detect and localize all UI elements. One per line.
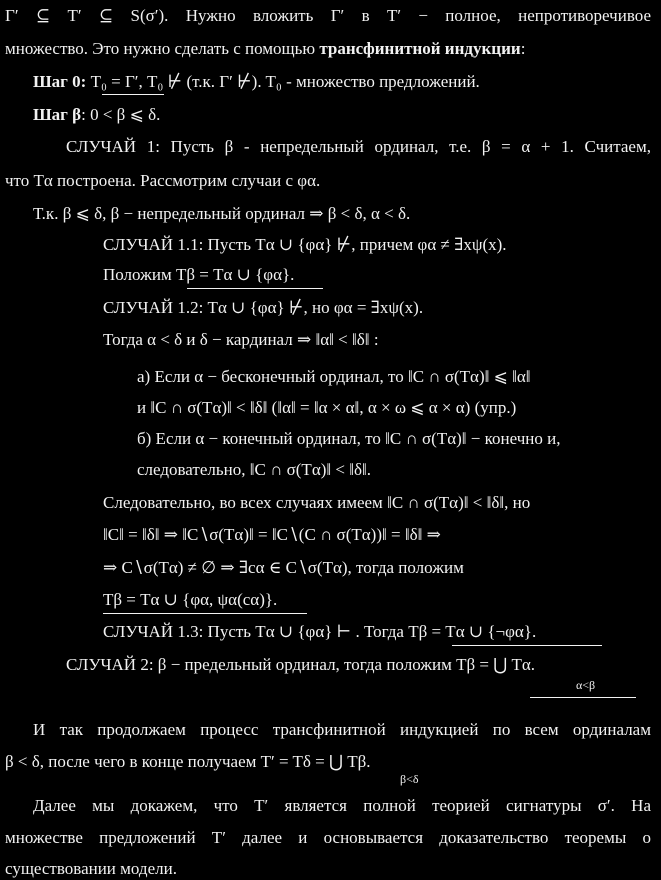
- case-1-1-definition: Tβ = Tα ∪ {φα}: [175, 265, 291, 284]
- case-a-line: а) Если α − бесконечный ординал, то ‖C ∩ σ(Tα)‖ ⩽ ‖α‖: [137, 367, 531, 386]
- step-beta-range: : 0 < β ⩽ δ.: [81, 105, 161, 124]
- text-line-2-end: :: [520, 39, 526, 58]
- case-1-3-text: СЛУЧАЙ 1.3: Пусть Tα ∪ {φα} ⊢ . Тогда: [103, 622, 409, 641]
- case-1-2-definition: Tβ = Tα ∪ {φα, ψα(cα)}: [103, 590, 274, 609]
- case-1-2-definition-line: [103, 589, 277, 611]
- case-1-2-line: СЛУЧАЙ 1.2: Tα ∪ {φα} ⊬, но φα = ∃xψ(x).: [103, 298, 424, 317]
- text-line-1: Γ′ ⊆ T′ ⊆ S(σ′). Нужно вложить Γ′ в T′ − полное, непротиворечивое: [5, 6, 651, 25]
- summary-union-index: β<δ: [400, 772, 419, 786]
- case-2-period: .: [530, 655, 535, 674]
- step-beta-line: [33, 104, 160, 126]
- case-1-1-line: СЛУЧАЙ 1.1: Пусть Tα ∪ {φα} ⊬, причем φα ≠ ∃xψ(x).: [103, 235, 507, 254]
- case-1-1-set-word: Положим: [103, 265, 176, 284]
- case-2-union-index: α<β: [576, 678, 596, 692]
- case-1-2-cardinal-line: Тогда α < δ и δ − кардинал ⇒ ‖α‖ < ‖δ‖ :: [103, 330, 379, 349]
- case-1-3-definition: Tβ = Tα ∪ {¬φα}: [408, 622, 532, 641]
- case-1-3-period: .: [531, 622, 537, 641]
- case-b-continuation: следовательно, ‖C ∩ σ(Tα)‖ < ‖δ‖.: [137, 460, 372, 479]
- conclusion-line-3: ⇒ C∖σ(Tα) ≠ ∅ ⇒ ∃cα ∈ C∖σ(Tα), тогда положим: [103, 558, 464, 577]
- transfinite-induction-term: трансфинитной индукции: [319, 39, 521, 58]
- closing-line-1: Далее мы докажем, что T′ является полной теорией сигнатуры σ′. На: [33, 796, 651, 815]
- text-line-2-start: множество. Это нужно сделать с помощью: [5, 39, 320, 58]
- underline-step-zero: [102, 94, 164, 95]
- case-1-line: СЛУЧАЙ 1: Пусть β - непредельный ординал, т.е. β = α + 1. Считаем,: [66, 137, 651, 156]
- step-zero-definition: T₀ = Γ′: [90, 72, 139, 91]
- step-zero-line: [33, 71, 480, 93]
- case-1-condition: Т.к. β ⩽ δ, β − непредельный ординал ⇒ β < δ, α < δ.: [33, 204, 411, 223]
- case-1-continuation: что Tα построена. Рассмотрим случаи с φα.: [5, 171, 321, 190]
- case-2-line: [66, 654, 535, 676]
- step-zero-rest: , T₀ ⊬ (т.к. Γ′ ⊬). T₀ - множество предложений.: [138, 72, 480, 91]
- case-1-1-definition-line: [103, 264, 294, 286]
- summary-line-2: β < δ, после чего в конце получаем T′ = Tδ = ⋃ Tβ.: [5, 752, 371, 771]
- underline-case-1-3: [452, 645, 602, 646]
- case-1-3-line: [103, 621, 536, 643]
- case-2-text: СЛУЧАЙ 2: β − предельный ординал, тогда положим: [66, 655, 457, 674]
- step-zero-label: Шаг 0:: [33, 72, 91, 91]
- closing-line-2: множестве предложений T′ далее и основывается доказательство теоремы о: [5, 828, 651, 847]
- case-1-2-period: .: [273, 590, 278, 609]
- underline-case-1-2: [103, 613, 307, 614]
- summary-line-1: И так продолжаем процесс трансфинитной индукцией по всем ординалам: [33, 720, 651, 739]
- conclusion-line-2: ‖C‖ = ‖δ‖ ⇒ ‖C∖σ(Tα)‖ = ‖C∖(C ∩ σ(Tα))‖ = ‖δ‖ ⇒: [103, 525, 441, 544]
- conclusion-line-1: Следовательно, во всех случаях имеем ‖C ∩ σ(Tα)‖ < ‖δ‖, но: [103, 493, 531, 512]
- case-b-line: б) Если α − конечный ординал, то ‖C ∩ σ(Tα)‖ − конечно и,: [137, 429, 561, 448]
- case-a-continuation: и ‖C ∩ σ(Tα)‖ < ‖δ‖ (‖α‖ = ‖α × α‖, α × ω ⩽ α × α) (упр.): [137, 398, 517, 417]
- step-beta-label: Шаг β: [33, 105, 82, 124]
- case-2-definition: Tβ = ⋃ Tα: [456, 655, 531, 674]
- underline-case-1-1: [187, 288, 323, 289]
- text-line-2: [5, 38, 525, 60]
- closing-line-3: существовании модели.: [5, 859, 177, 878]
- underline-case-2: [530, 697, 636, 698]
- case-1-1-period: .: [290, 265, 295, 284]
